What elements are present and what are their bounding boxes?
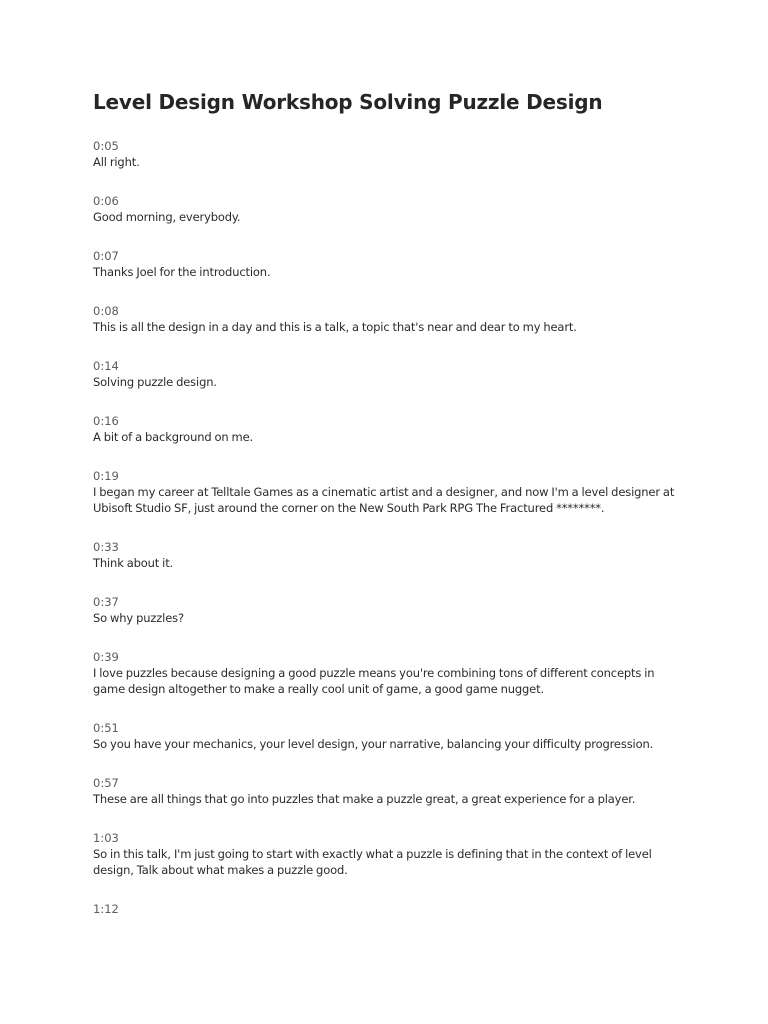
transcript-entry [93,594,683,626]
timestamp: 1:12 [93,902,119,916]
transcript-entry [93,720,683,752]
timestamp: 0:05 [93,139,119,153]
transcript-text: I love puzzles because designing a good puzzle means you're combining tons of different concepts in game design altogether to make a really cool unit of game, a good game nugget. [93,666,655,696]
transcript-entry [93,775,683,807]
transcript-entry [93,248,683,280]
transcript-text: Thanks Joel for the introduction. [93,265,271,279]
timestamp: 0:06 [93,194,119,208]
transcript-text: So why puzzles? [93,611,184,625]
timestamp: 0:08 [93,304,119,318]
timestamp: 0:19 [93,469,119,483]
transcript-entry [93,539,683,571]
transcript-text: These are all things that go into puzzles that make a puzzle great, a great experience for a player. [93,792,636,806]
timestamp: 0:39 [93,650,119,664]
transcript-entry [93,413,683,445]
transcript-entry [93,830,683,878]
transcript-entry [93,358,683,390]
transcript-list [93,138,683,917]
timestamp: 0:16 [93,414,119,428]
timestamp: 0:37 [93,595,119,609]
transcript-text: So you have your mechanics, your level design, your narrative, balancing your difficulty progression. [93,737,654,751]
transcript-entry [93,193,683,225]
timestamp: 0:33 [93,540,119,554]
page-title: Level Design Workshop Solving Puzzle Design [93,90,603,114]
transcript-text: I began my career at Telltale Games as a cinematic artist and a designer, and now I'm a level designer at Ubisoft Studio SF, just around the corner on the New South Park RPG The Fractured ********. [93,485,675,515]
timestamp: 0:07 [93,249,119,263]
transcript-entry [93,901,683,917]
transcript-text: Good morning, everybody. [93,210,241,224]
transcript-entry [93,649,683,697]
transcript-text: A bit of a background on me. [93,430,254,444]
transcript-text: Solving puzzle design. [93,375,217,389]
transcript-text: All right. [93,155,140,169]
transcript-entry [93,303,683,335]
transcript-entry [93,468,683,516]
timestamp: 0:57 [93,776,119,790]
transcript-text: Think about it. [93,556,174,570]
transcript-page [93,88,683,940]
transcript-entry [93,138,683,170]
transcript-text: This is all the design in a day and this is a talk, a topic that's near and dear to my heart. [93,320,577,334]
transcript-text: So in this talk, I'm just going to start with exactly what a puzzle is defining that in the context of level design, Talk about what makes a puzzle good. [93,847,652,877]
timestamp: 0:14 [93,359,119,373]
timestamp: 0:51 [93,721,119,735]
timestamp: 1:03 [93,831,119,845]
